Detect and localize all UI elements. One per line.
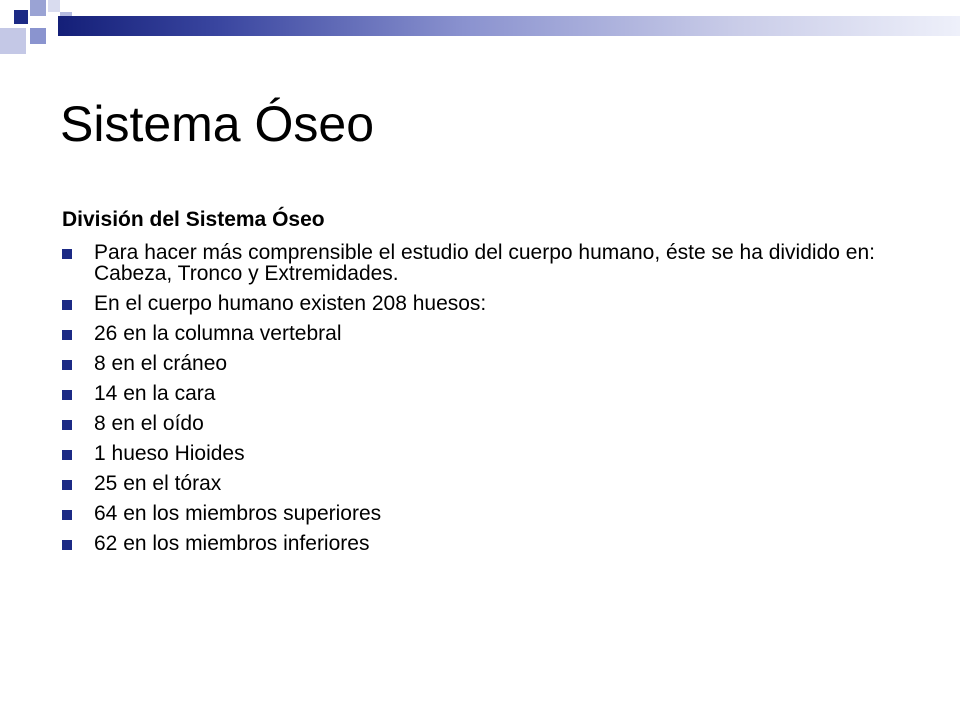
- list-item-text: 64 en los miembros superiores: [94, 502, 382, 525]
- list-item-text: 8 en el oído: [94, 412, 204, 435]
- list-item-text: Para hacer más comprensible el estudio del cuerpo humano, éste se ha dividido en: Cabeza, Tronco y Extremidades.: [94, 241, 875, 285]
- list-item-text: 8 en el cráneo: [94, 352, 228, 375]
- list-item-text: 26 en la columna vertebral: [94, 322, 342, 345]
- header-gradient-bar: [58, 16, 960, 36]
- section-subtitle: División del Sistema Óseo: [62, 208, 325, 231]
- slide-title: Sistema Óseo: [60, 96, 375, 152]
- list-item: [62, 473, 892, 494]
- list-item-text: 62 en los miembros inferiores: [94, 532, 370, 555]
- list-item: [62, 293, 892, 314]
- square-bullet-icon: [62, 249, 72, 259]
- square-bullet-icon: [62, 330, 72, 340]
- list-item: [62, 323, 892, 344]
- list-item: [62, 242, 892, 284]
- decorative-square: [30, 28, 46, 44]
- list-item-text: 14 en la cara: [94, 382, 216, 405]
- list-item: [62, 443, 892, 464]
- list-item-text: 25 en el tórax: [94, 472, 222, 495]
- decorative-square: [30, 0, 46, 16]
- list-item-text: En el cuerpo humano existen 208 huesos:: [94, 292, 487, 315]
- list-item: [62, 383, 892, 404]
- square-bullet-icon: [62, 480, 72, 490]
- square-bullet-icon: [62, 300, 72, 310]
- bullet-list: [62, 242, 892, 554]
- decorative-square: [48, 0, 60, 12]
- list-item: [62, 353, 892, 374]
- square-bullet-icon: [62, 420, 72, 430]
- decorative-square: [14, 10, 28, 24]
- square-bullet-icon: [62, 360, 72, 370]
- square-bullet-icon: [62, 540, 72, 550]
- list-item-text: 1 hueso Hioides: [94, 442, 245, 465]
- square-bullet-icon: [62, 390, 72, 400]
- square-bullet-icon: [62, 450, 72, 460]
- list-item: [62, 503, 892, 524]
- list-item: [62, 413, 892, 434]
- square-bullet-icon: [62, 510, 72, 520]
- slide-body: [62, 208, 892, 563]
- list-item: [62, 533, 892, 554]
- decorative-square: [0, 28, 26, 54]
